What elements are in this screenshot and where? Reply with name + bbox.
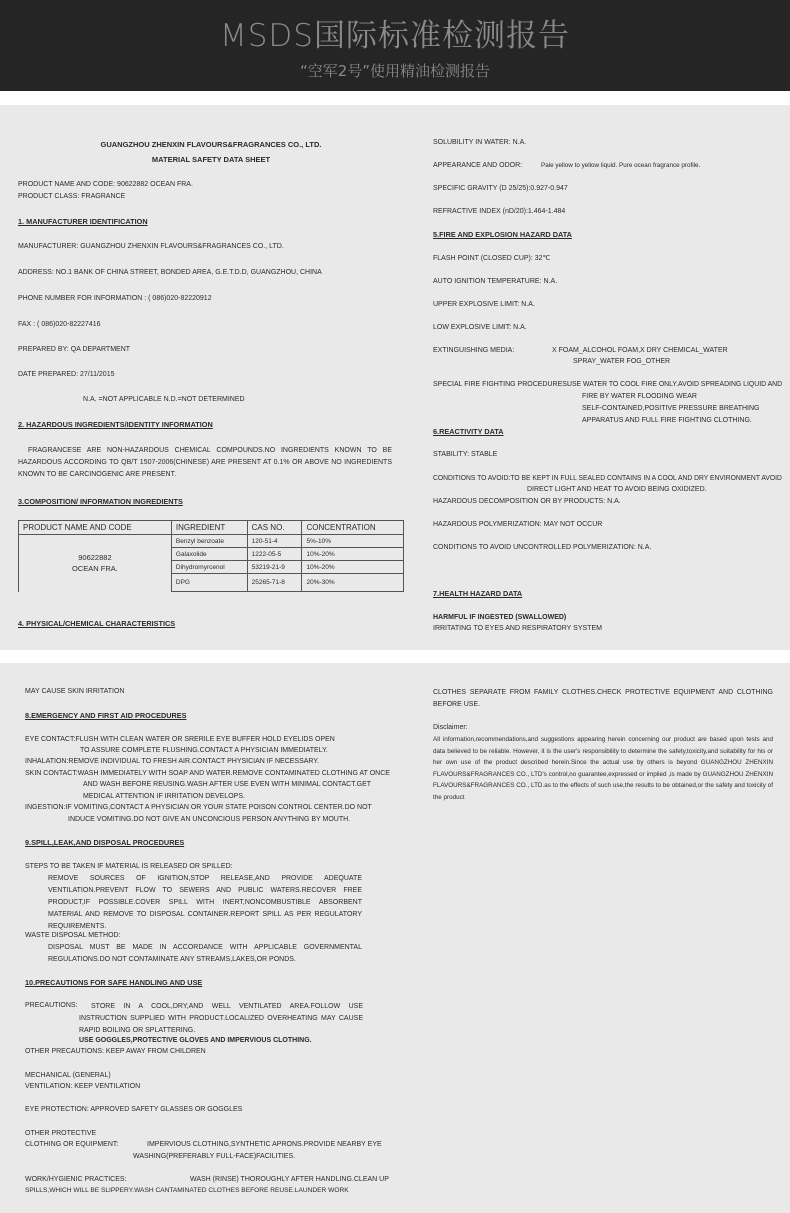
manufacturer-line: MANUFACTURER: GUANGZHOU ZHENXIN FLAVOURS&FRAGRANCES CO., LTD. <box>18 243 284 250</box>
clothing-equipment-line-2: WASHING(PREFERABLY FULL-FACE)FACILITIES. <box>133 1153 296 1160</box>
inhalation-line: INHALATION:REMOVE INDIVIDUAL TO FRESH AIR.CONTACT PHYSICIAN IF NECESSARY. <box>25 758 320 765</box>
upper-explosive-line: UPPER EXPLOSIVE LIMIT: N.A. <box>433 301 535 308</box>
precautions-text: STORE IN A COOL,DRY,AND WELL VENTILATED AREA.FOLLOW USE INSTRUCTION SUPPLIED WITH PRODUCT.LOCALIZED OVERHEATING MAY CAUSE RAPID BOILING OR SPLATTERING. <box>79 1003 363 1034</box>
section-2-text: FRAGRANCESE ARE NON-HAZARDOUS CHEMICAL COMPOUNDS.NO INGREDIENTS KNOWN TO BE HAZARDOUS ACCORDING TO QB/T 1507-2006(CHINESE) ARE PRESENT AT 0.1% OR ABOVE NO INGREDIENTS KNOWN TO BE CARCINOGENIC ARE PRESENT. <box>18 447 392 478</box>
section-7-heading: 7.HEALTH HAZARD DATA <box>433 589 523 598</box>
phone-line: PHONE NUMBER FOR INFORMATION : ( 086)020-82220912 <box>18 295 212 302</box>
composition-table <box>18 520 404 592</box>
spill-steps-text: REMOVE SOURCES OF IGNITION,STOP RELEASE,AND PROVIDE ADEQUATE VENTILATION.PREVENT FLOW TO SEWERS AND PUBLIC WATERS.RECOVER FREE PRODUCT,IF POSSIBLE.COVER SPILL WITH INERT,NONCOMBUSTIBLE ABSORBENT MATERIAL AND REMOVE TO DISPOSAL CONTAINER.REPORT SPILL AS PER REGULATORY REQUIREMENTS. <box>48 875 362 930</box>
appearance-label: APPEARANCE AND ODOR: <box>433 162 523 169</box>
product-name-code: PRODUCT NAME AND CODE: 90622882 OCEAN FRA. <box>18 181 193 188</box>
extinguishing-line-1: X FOAM_ALCOHOL FOAM,X DRY CHEMICAL_WATER <box>552 347 728 354</box>
conditions-avoid-line-2: DIRECT LIGHT AND HEAT TO AVOID BEING OXIDIZED. <box>527 486 707 493</box>
section-8-heading: 8.EMERGENCY AND FIRST AID PROCEDURES <box>25 711 187 720</box>
polymerization-line: HAZARDOUS POLYMERIZATION: MAY NOT OCCUR <box>433 521 603 528</box>
ingredient-cell: Galaxolide <box>171 548 247 561</box>
spill-steps-label: STEPS TO BE TAKEN IF MATERIAL IS RELEASED OR SPILLED: <box>25 863 233 870</box>
eye-protection-line: EYE PROTECTION: APPROVED SAFETY GLASSES OR GOGGLES <box>25 1106 243 1113</box>
table-row <box>19 535 404 548</box>
section-1-heading: 1. MANUFACTURER IDENTIFICATION <box>18 217 148 226</box>
polymerization-avoid-line: CONDITIONS TO AVOID UNCONTROLLED POLYMERIZATION: N.A. <box>433 544 652 551</box>
clothes-separate-text: CLOTHES SEPARATE FROM FAMILY CLOTHES.CHECK PROTECTIVE EQUIPMENT AND CLOTHING BEFORE USE. <box>433 689 773 708</box>
address-line: ADDRESS: NO.1 BANK OF CHINA STREET, BONDED AREA, G.E.T.D.D, GUANGZHOU, CHINA <box>18 269 322 276</box>
section-3-heading: 3.COMPOSITION/ INFORMATION INGREDIENTS <box>18 497 183 506</box>
ingestion-line-2: INDUCE VOMITING.DO NOT GIVE AN UNCONCIOUS PERSON ANYTHING BY MOUTH. <box>68 816 351 823</box>
concentration-cell: 10%-20% <box>302 548 404 561</box>
section-10-heading: 10.PRECAUTIONS FOR SAFE HANDLING AND USE <box>25 978 203 987</box>
irritating-line: IRRITATING TO EYES AND RESPIRATORY SYSTEM <box>433 625 602 632</box>
solubility-line: SOLUBILITY IN WATER: N.A. <box>433 139 527 146</box>
section-2-heading: 2. HAZARDOUS INGREDIENTS/IDENTITY INFORMATION <box>18 420 213 429</box>
company-name: GUANGZHOU ZHENXIN FLAVOURS&FRAGRANCES CO., LTD. <box>100 140 322 149</box>
refractive-index-line: REFRACTIVE INDEX (nD/20):1.464-1.484 <box>433 208 566 215</box>
concentration-cell: 10%-20% <box>302 561 404 574</box>
work-practices-line-1: WASH (RINSE) THOROUGHLY AFTER HANDLING.CLEAN UP <box>190 1176 389 1183</box>
appearance-value: Pale yellow to yellow liquid. Pure ocean fragrance profile. <box>541 162 701 169</box>
clothing-equipment-line-1: IMPERVIOUS CLOTHING,SYNTHETIC APRONS.PROVIDE NEARBY EYE <box>147 1141 382 1148</box>
specific-gravity-line: SPECIFIC GRAVITY (D 25/25):0.927-0.947 <box>433 185 568 192</box>
skin-contact-line-3: MEDICAL ATTENTION IF IRRITATION DEVELOPS. <box>83 793 245 800</box>
product-class: PRODUCT CLASS: FRAGRANCE <box>18 193 126 200</box>
auto-ignition-line: AUTO IGNITION TEMPERATURE: N.A. <box>433 278 558 285</box>
special-procedures-line-4: APPARATUS AND FULL FIRE FIGHTING CLOTHING. <box>582 417 752 424</box>
stability-line: STABILITY: STABLE <box>433 451 498 458</box>
ingestion-line-1: INGESTION:IF VOMITING,CONTACT A PHYSICIAN OR YOUR STATE POISON CONTROL CENTER.DO NOT <box>25 804 372 811</box>
ingredient-cell: Dihydromyrcenol <box>171 561 247 574</box>
table-header-row <box>19 521 404 535</box>
header-banner <box>0 0 790 91</box>
mechanical-label: MECHANICAL (GENERAL) <box>25 1072 111 1079</box>
concentration-cell: 5%-10% <box>302 535 404 548</box>
extinguishing-line-2: SPRAY_WATER FOG_OTHER <box>573 358 671 365</box>
product-code: 90622882 <box>78 553 112 563</box>
abbreviations-line: N.A. =NOT APPLICABLE N.D.=NOT DETERMINED <box>83 396 245 403</box>
clothing-equipment-label: CLOTHING OR EQUIPMENT: <box>25 1141 119 1148</box>
cas-cell: 25265-71-8 <box>247 574 302 592</box>
harmful-line: HARMFUL IF INGESTED (SWALLOWED) <box>433 614 567 621</box>
table-header: PRODUCT NAME AND CODE <box>19 521 172 535</box>
ingredient-cell: Benzyl benzoate <box>171 535 247 548</box>
section-5-heading: 5.FIRE AND EXPLOSION HAZARD DATA <box>433 230 572 239</box>
eye-contact-line-2: TO ASSURE COMPLETE FLUSHING.CONTACT A PHYSICIAN IMMEDIATELY. <box>80 747 328 754</box>
section-6-heading: 6.REACTIVITY DATA <box>433 427 504 436</box>
document-title: MATERIAL SAFETY DATA SHEET <box>151 155 271 164</box>
banner-subtitle: “空军2号”使用精油检测报告 <box>299 62 491 80</box>
other-precautions-line: OTHER PRECAUTIONS: KEEP AWAY FROM CHILDREN <box>25 1048 206 1055</box>
table-header: CAS NO. <box>247 521 302 535</box>
extinguishing-label: EXTINGUISHING MEDIA: <box>433 347 515 354</box>
skin-irritation-line: MAY CAUSE SKIN IRRITATION <box>25 688 125 695</box>
msds-page-2 <box>0 663 790 1213</box>
skin-contact-line-1: SKIN CONTACT:WASH IMMEDIATELY WITH SOAP AND WATER.REMOVE CONTAMINATED CLOTHING AT ONCE <box>25 770 390 777</box>
fax-line: FAX : ( 086)020-82227416 <box>18 321 101 328</box>
section-9-heading: 9.SPILL,LEAK,AND DISPOSAL PROCEDURES <box>25 838 185 847</box>
ventilation-line: VENTILATION: KEEP VENTILATION <box>25 1083 141 1090</box>
banner-title: MSDS国际标准检测报告 <box>220 18 570 54</box>
msds-page-1 <box>0 105 790 650</box>
skin-contact-line-2: AND WASH BEFORE REUSING.WASH AFTER USE EVEN WITH MINIMAL CONTACT.GET <box>83 781 372 788</box>
disclaimer-label: Disclaimer: <box>433 724 468 731</box>
section-4-heading: 4. PHYSICAL/CHEMICAL CHARACTERISTICS <box>18 619 176 628</box>
prepared-by-line: PREPARED BY: QA DEPARTMENT <box>18 346 131 353</box>
cas-cell: 120-51-4 <box>247 535 302 548</box>
disclaimer-text: All information,recommendations,and suggestions appearing herein concerning our product are based upon tests and data believed to be reliable. However, it is the user's responsibility to determine the safety,toxicity,and suitability for his or her own use of the product described herein.Since the actual use by others is beyond GUANGZHOU ZHENXIN FLAVOURS&FRAGRANCES CO., LTD's control,no guarantee,expressed or implied ,is made by GUANGZHOU ZHENXIN FLAVOURS&FRAGRANCES CO., LTD.as to the effects of such use,the results to be obtained,or the safety and toxicity of the product <box>433 736 773 801</box>
date-prepared-line: DATE PREPARED: 27/11/2015 <box>18 371 115 378</box>
table-header: INGREDIENT <box>171 521 247 535</box>
special-procedures-line-3: SELF-CONTAINED,POSITIVE PRESSURE BREATHING <box>582 405 760 412</box>
eye-contact-line-1: EYE CONTACT:FLUSH WITH CLEAN WATER OR SRERILE EYE BUFFER HOLD EYELIDS OPEN <box>25 736 335 743</box>
product-name: OCEAN FRA. <box>72 564 118 574</box>
flash-point-line: FLASH POINT (CLOSED CUP): 32℃ <box>433 255 551 262</box>
conditions-avoid-line-1: CONDITIONS TO AVOID:TO BE KEPT IN FULL SEALED CONTAINS IN A COOL AND DRY ENVIRONMENT AVOID <box>433 475 782 482</box>
precautions-bold-line: USE GOGGLES,PROTECTIVE GLOVES AND IMPERVIOUS CLOTHING. <box>79 1037 312 1044</box>
special-procedures-label: SPECIAL FIRE FIGHTING PROCEDURES: <box>433 381 569 388</box>
table-header: CONCENTRATION <box>302 521 404 535</box>
decomposition-line: HAZARDOUS DECOMPOSITION OR BY PRODUCTS: N.A. <box>433 498 621 505</box>
precautions-label: PRECAUTIONS: <box>25 1002 78 1009</box>
special-procedures-line-2: FIRE BY WATER FLOODING WEAR <box>582 393 697 400</box>
product-cell <box>19 535 172 592</box>
work-practices-line-2: SPILLS,WHICH WILL BE SLIPPERY.WASH CANTAMINATED CLOTHES BEFORE REUSE.LAUNDER WORK <box>25 1187 349 1194</box>
low-explosive-line: LOW EXPLOSIVE LIMIT: N.A. <box>433 324 527 331</box>
waste-disposal-text: DISPOSAL MUST BE MADE IN ACCORDANCE WITH APPLICABLE GOVERNMENTAL REGULATIONS.DO NOT CONTAMINATE ANY STREAMS,LAKES,OR PONDS. <box>48 944 362 963</box>
special-procedures-line-1: USE WATER TO COOL FIRE ONLY.AVOID SPREADING LIQUID AND <box>567 381 783 388</box>
other-protective-label: OTHER PROTECTIVE <box>25 1130 97 1137</box>
work-practices-label: WORK/HYGIENIC PRACTICES: <box>25 1176 127 1183</box>
waste-disposal-label: WASTE DISPOSAL METHOD: <box>25 932 121 939</box>
cas-cell: 53219-21-9 <box>247 561 302 574</box>
concentration-cell: 20%-30% <box>302 574 404 592</box>
cas-cell: 1222-05-5 <box>247 548 302 561</box>
ingredient-cell: DPG <box>171 574 247 592</box>
